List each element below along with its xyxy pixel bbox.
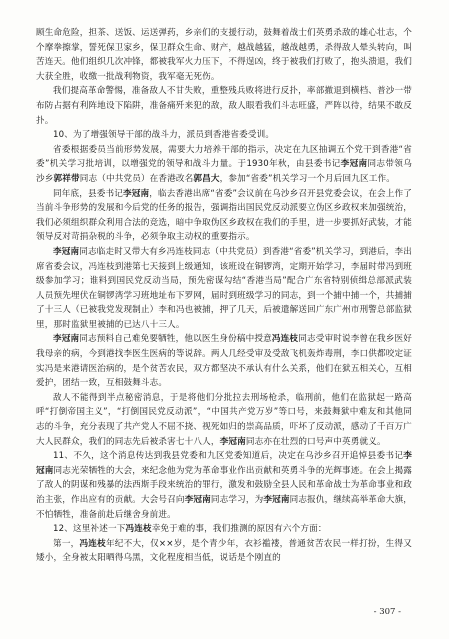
text-run: 10、为了增强领导干部的战斗力，派员到香港省委受训。: [53, 130, 275, 141]
name-emphasis: 李冠南: [219, 436, 246, 447]
name-emphasis: 郭祥带: [53, 173, 80, 184]
paragraph: [36, 143, 412, 187]
paragraph: [36, 391, 412, 449]
text-run: 年纪不大，仅××岁，是个青少年，衣衫褴褛，普通贫苦农民一样打扮，生得又矮小，全身被太阳晒得乌黑，文化程度相当低，说话是个刚直的: [36, 538, 412, 564]
text-run: 同志预料自己难免要牺牲，他以医生身份稿中授意: [79, 334, 272, 345]
page-number: - 307 -: [373, 607, 401, 617]
text-run: 我们提高革命警惕，准备敌人不甘失败，重整残兵败将进行反扑，率部撤退到横档、普沙一带布防占据有利阵地设下陷阱，准备痛歼来犯的敌，敌人眼看我们斗志旺盛，严阵以待，结果不敢反扑。: [36, 86, 412, 126]
text-run: 顾生命危险，担茶、送饭、运送弹药，乡亲们的支援行动，鼓舞着战士们英勇杀敌的雄心壮志，个个摩拳擦掌，誓死保卫家乡，保卫群众生命、财产，越战越猛，越战越勇，杀得敌人晕头转向，叫苦连天。他们组织几次冲锋，都被我军火力压下，不得逞凶，终于被我们打败了，抱头溃退，我们大获全胜，收缴一批战利物资，我军毫无死伤。: [36, 28, 412, 82]
paragraph: [36, 332, 412, 390]
name-emphasis: 冯连枝: [79, 538, 106, 549]
document-body: [36, 26, 412, 566]
paragraph: [36, 537, 412, 566]
paragraph: [36, 522, 412, 537]
name-emphasis: 李冠南: [340, 159, 368, 170]
name-emphasis: 李冠南: [263, 495, 290, 505]
paragraph: [36, 245, 412, 333]
name-emphasis: 李冠南: [53, 334, 80, 345]
name-emphasis: 李冠南: [36, 451, 412, 476]
paragraph: [36, 26, 412, 84]
text-run: 11、不久，这个消息传达到我县党委和九区党委知道后，决定在乌沙乡召开追悼县委书记: [53, 451, 404, 462]
text-run: ，参加“省委”机关学习一个月后回九区工作。: [219, 173, 395, 184]
text-run: 同志临走时又带大有乡冯连枝同志（中共党员）到香港“省委”机关学习，到港后，李出席省委会议，冯连枝到港第七天接到上级通知，该班设在铜锣湾，定期开始学习，李届时带冯到班级参加学习；谁料到国民党反动当局，预先密谋勾结“香港当局”配合广东省特别侦缉总部派武装人员预先埋伏在铜锣湾学习班地址布下罗网，届时到班级学习的同志，到一个捕中捕一个，共捕捕了十三人（已被我党发现制止）李和冯也被捕，押了几天，后被遣解送回广东广州市刑警总部监狱里，那时监狱里被捕的已达八十三人。: [36, 246, 412, 330]
text-run: 12、这里补述一下: [53, 524, 126, 535]
paragraph: [36, 187, 412, 245]
name-emphasis: 李冠南: [122, 188, 150, 199]
text-run: 第一，: [53, 538, 80, 549]
text-run: 同志亦在壮烈的口号声中英勇就义。: [245, 436, 386, 447]
text-run: 幸免于难的事，我们推测的原因有六个方面：: [151, 524, 327, 535]
text-run: 同志学习，为: [210, 495, 264, 505]
text-run: 敌人不能得到半点秘密消息，于是将他们分批拉去刑场枪杀，临刑前，他们在监狱起一路高呼“打倒帝国主义”，“打倒国民党反动派”，“中国共产党万岁”等口号，来鼓舞狱中难友和其他同志的斗争，充分表现了共产党人不屈不挠、视死如归的崇高品质，吓坏了反动派，感动了千百万广大人民群众，我们的同志先后被杀害七十八人，: [36, 392, 412, 447]
text-run: 同志（中共党员）在香港改名: [79, 173, 194, 184]
paragraph: [36, 128, 412, 143]
text-run: 同志报仇，继续高举革命大旗，不怕牺牲，准备前赴后继舍身前进。: [36, 495, 413, 520]
name-emphasis: 冯连枝: [125, 524, 152, 535]
name-emphasis: 李冠南: [184, 495, 211, 505]
name-emphasis: 郭昌大: [193, 173, 220, 184]
paragraph: [36, 84, 412, 128]
text-run: 同志带领乌沙乡: [36, 159, 412, 184]
paragraph: [36, 449, 412, 522]
name-emphasis: 李冠南: [53, 246, 80, 257]
text-run: 同年底，县委书记: [53, 188, 123, 199]
text-run: 省委根据委员当前形势发展，需要大力培养干部的指示，决定在九区抽调五个党干到香港“省委”机关学习批培训，以增强党的领导和战斗力量。于1930年秋，由县委书记: [36, 144, 412, 170]
name-emphasis: 冯连枝: [271, 334, 299, 345]
text-run: ，临去香港出席“省委”会议前在乌沙乡召开县党委会议，在会上作了当前斗争形势的发展和今后党的任务的报告，强调指出国民党反动派要立伪区乡政权来加强统治，我们必须组织群众利用合法的竞选，暗中争取伪区乡政权在我们的手里，进一步要抓好武装，才能领导反对苛捐杂税的斗争，必须争取主动权的重要指示。: [36, 188, 413, 243]
text-run: 同志受审时说李曾在我乡医好我母亲的病，今到港找李医生医病的等说辞。两人几经受审及受敌飞机轰炸毒刑，李口供都咬定证实冯是来港请医治病的，是个贫苦农民，双方都坚决不承认有什么关系，他们在狱五相关心，互相爱护，团结一致，互相鼓舞斗志。: [36, 334, 413, 389]
text-run: 同志光荣牺牲的大会，来纪念他为党为革命事业作出贡献和英勇斗争的光辉事迹。在会上揭露了敌人的阴谋和残暴的法西斯手段来统治的罪行，激发和鼓励全县人民和革命战士为革命事业和政治主张，作出应有的贡献。大会号召向: [36, 465, 412, 505]
